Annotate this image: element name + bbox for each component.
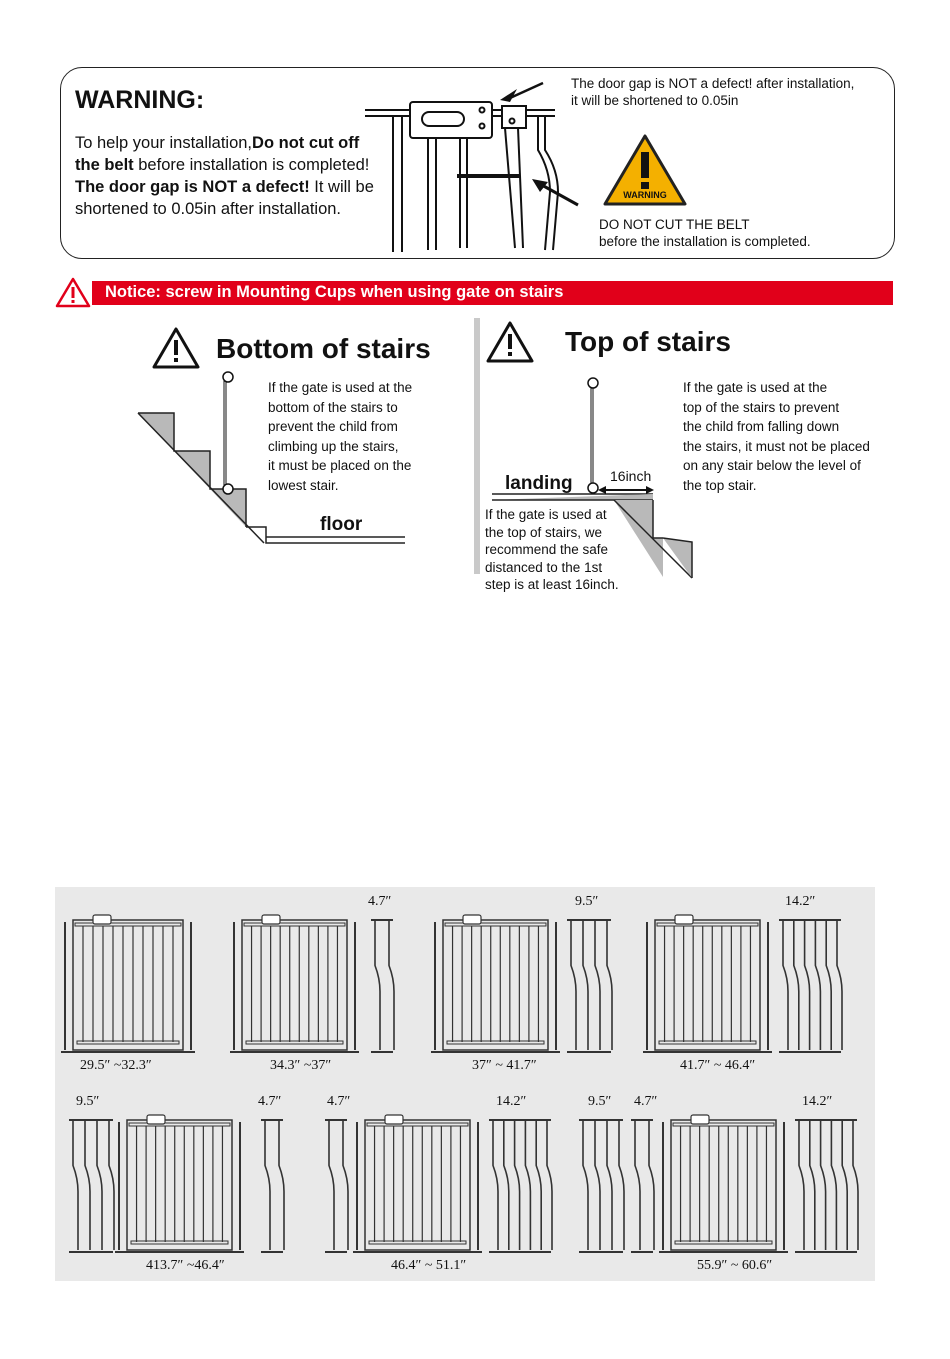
text-line: top of the stairs to prevent — [683, 399, 840, 415]
warning-text-bold: Do not cut off the belt — [75, 134, 360, 174]
gate-latch — [93, 915, 111, 924]
text-line: If the gate is used at — [485, 507, 607, 522]
text-line: bottom of the stairs to — [268, 399, 398, 415]
text-line: the stairs, it must not be placed — [683, 438, 870, 454]
alert-triangle-icon — [55, 276, 91, 308]
extension-bar — [536, 1120, 541, 1250]
gate-bottom-rail — [369, 1241, 466, 1244]
extension-bar — [815, 920, 820, 1050]
gate-latch — [147, 1115, 165, 1124]
text-line: the top of stairs, we — [485, 524, 603, 540]
extension-bar — [607, 920, 612, 1050]
extension-bar — [607, 1120, 612, 1250]
extension-size: 9.5″ — [588, 1094, 612, 1109]
top-stairs-heading: Top of stairs — [565, 326, 731, 357]
gate-bottom-rail — [77, 1041, 179, 1044]
extension-bar — [649, 1120, 654, 1250]
warning-title: WARNING: — [75, 86, 205, 114]
landing-label: landing — [505, 473, 573, 494]
gate-frame — [655, 920, 760, 1050]
gate-width-range: 55.9″ ~ 60.6″ — [697, 1258, 773, 1273]
extension-bar — [794, 920, 799, 1050]
gate-frame — [127, 1120, 232, 1250]
top-stairs-note — [485, 506, 619, 594]
extension-size: 14.2″ — [496, 1094, 527, 1109]
extension-size: 4.7″ — [368, 894, 392, 909]
text-line: the child from falling down — [683, 419, 840, 434]
notice-text: Notice: screw in Mounting Cups when using gate on stairs — [105, 283, 564, 301]
extension-bar — [97, 1120, 102, 1250]
gate-top-rail — [445, 923, 546, 926]
extension-bar — [343, 1120, 348, 1250]
gate-latch — [675, 915, 693, 924]
text-line: distanced to the 1st — [485, 559, 603, 575]
extension-bar — [619, 1120, 624, 1250]
gate-latch — [691, 1115, 709, 1124]
extension-size: 4.7″ — [258, 1094, 282, 1109]
extension-bar — [389, 920, 394, 1050]
extension-size: 14.2″ — [785, 894, 816, 909]
warning-text-bold: The door gap is NOT a defect! — [75, 178, 310, 196]
extension-bar — [635, 1120, 640, 1250]
gate-latch — [463, 915, 481, 924]
extension-bar — [831, 1120, 836, 1250]
gate-frame — [671, 1120, 776, 1250]
gate-top-rail — [657, 923, 758, 926]
extension-bar — [799, 1120, 804, 1250]
floor-label: floor — [320, 514, 363, 535]
extension-bar — [493, 1120, 498, 1250]
gap-callout-line-2: it will be shortened to 0.05in — [571, 93, 739, 108]
bottom-stairs-text — [268, 378, 412, 495]
warning-text: before installation is completed! — [133, 156, 370, 174]
gate-top-rail — [367, 1123, 468, 1126]
extension-bar — [842, 1120, 847, 1250]
extension-bar — [783, 920, 788, 1050]
gate-bottom-rail — [131, 1241, 228, 1244]
gate-frame — [73, 920, 183, 1050]
gate-latch — [262, 915, 280, 924]
extension-size: 9.5″ — [76, 1094, 100, 1109]
extension-size: 9.5″ — [575, 894, 599, 909]
gate-belt-diagram — [360, 80, 590, 255]
extension-bar — [595, 920, 600, 1050]
extension-size: 4.7″ — [634, 1094, 658, 1109]
gate-top-rail — [129, 1123, 230, 1126]
gate-bottom-rail — [675, 1241, 772, 1244]
gate-frame — [443, 920, 548, 1050]
gate-width-range: 46.4″ ~ 51.1″ — [391, 1258, 467, 1273]
warning-text: To help your installation, — [75, 134, 253, 152]
bottom-stairs-heading: Bottom of stairs — [216, 333, 431, 364]
gate-width-range: 29.5″ ~32.3″ — [80, 1058, 152, 1073]
extension-bar — [265, 1120, 270, 1250]
extension-bar — [73, 1120, 78, 1250]
gate-bottom-rail — [447, 1041, 544, 1044]
extension-bar — [515, 1120, 520, 1250]
extension-bar — [375, 920, 380, 1050]
warning-sign-label: WARNING — [623, 190, 667, 200]
section-divider — [474, 318, 480, 574]
extension-bar — [810, 1120, 815, 1250]
text-line: it must be placed on the — [268, 458, 412, 473]
extension-bar — [583, 920, 588, 1050]
gate-frame — [365, 1120, 470, 1250]
extension-bar — [595, 1120, 600, 1250]
extension-bar — [504, 1120, 509, 1250]
gate-width-range: 34.3″ ~37″ — [270, 1058, 332, 1073]
gate-bottom-rail — [659, 1041, 756, 1044]
belt-callout-line-2: before the installation is completed. — [599, 234, 811, 249]
gate-width-range: 37″ ~ 41.7″ — [472, 1058, 537, 1073]
extension-bar — [837, 920, 842, 1050]
text-line: If the gate is used at the — [268, 380, 413, 395]
gate-top-rail — [673, 1123, 774, 1126]
gate-top-rail — [244, 923, 345, 926]
extension-bar — [279, 1120, 284, 1250]
text-line: climbing up the stairs, — [268, 438, 399, 454]
extension-bar — [826, 920, 831, 1050]
warning-body — [75, 132, 385, 220]
extension-size: 4.7″ — [327, 1094, 351, 1109]
gap-callout-line-1: The door gap is NOT a defect! after installation, — [571, 76, 855, 91]
text-line: step is at least 16inch. — [485, 577, 619, 592]
gate-configurations-drawing — [55, 887, 875, 1281]
text-line: recommend the safe — [485, 542, 609, 557]
extension-size: 14.2″ — [802, 1094, 833, 1109]
extension-bar — [571, 920, 576, 1050]
extension-bar — [525, 1120, 530, 1250]
extension-bar — [109, 1120, 114, 1250]
warning-sign-icon — [602, 132, 688, 208]
extension-bar — [329, 1120, 334, 1250]
caution-icon — [152, 326, 200, 370]
gate-bottom-rail — [246, 1041, 343, 1044]
text-line: on any stair below the level of — [683, 458, 861, 473]
caution-icon — [486, 320, 534, 364]
text-line: prevent the child from — [268, 419, 398, 434]
extension-bar — [85, 1120, 90, 1250]
extension-bar — [583, 1120, 588, 1250]
gate-frame — [242, 920, 347, 1050]
gate-width-range: 413.7″ ~46.4″ — [146, 1258, 225, 1273]
text-line: lowest stair. — [268, 477, 339, 493]
belt-callout-line-1: DO NOT CUT THE BELT — [599, 217, 750, 232]
extension-bar — [805, 920, 810, 1050]
gate-width-range: 41.7″ ~ 46.4″ — [680, 1058, 756, 1073]
warning-text: It will be shortened to 0.05in after installation. — [75, 178, 374, 218]
gate-top-rail — [75, 923, 181, 926]
gate-latch — [385, 1115, 403, 1124]
text-line: If the gate is used at the — [683, 380, 828, 395]
top-stairs-text — [683, 378, 870, 495]
extension-bar — [853, 1120, 858, 1250]
extension-bar — [821, 1120, 826, 1250]
extension-bar — [547, 1120, 552, 1250]
text-line: the top stair. — [683, 477, 757, 493]
distance-label: 16inch — [610, 468, 652, 484]
